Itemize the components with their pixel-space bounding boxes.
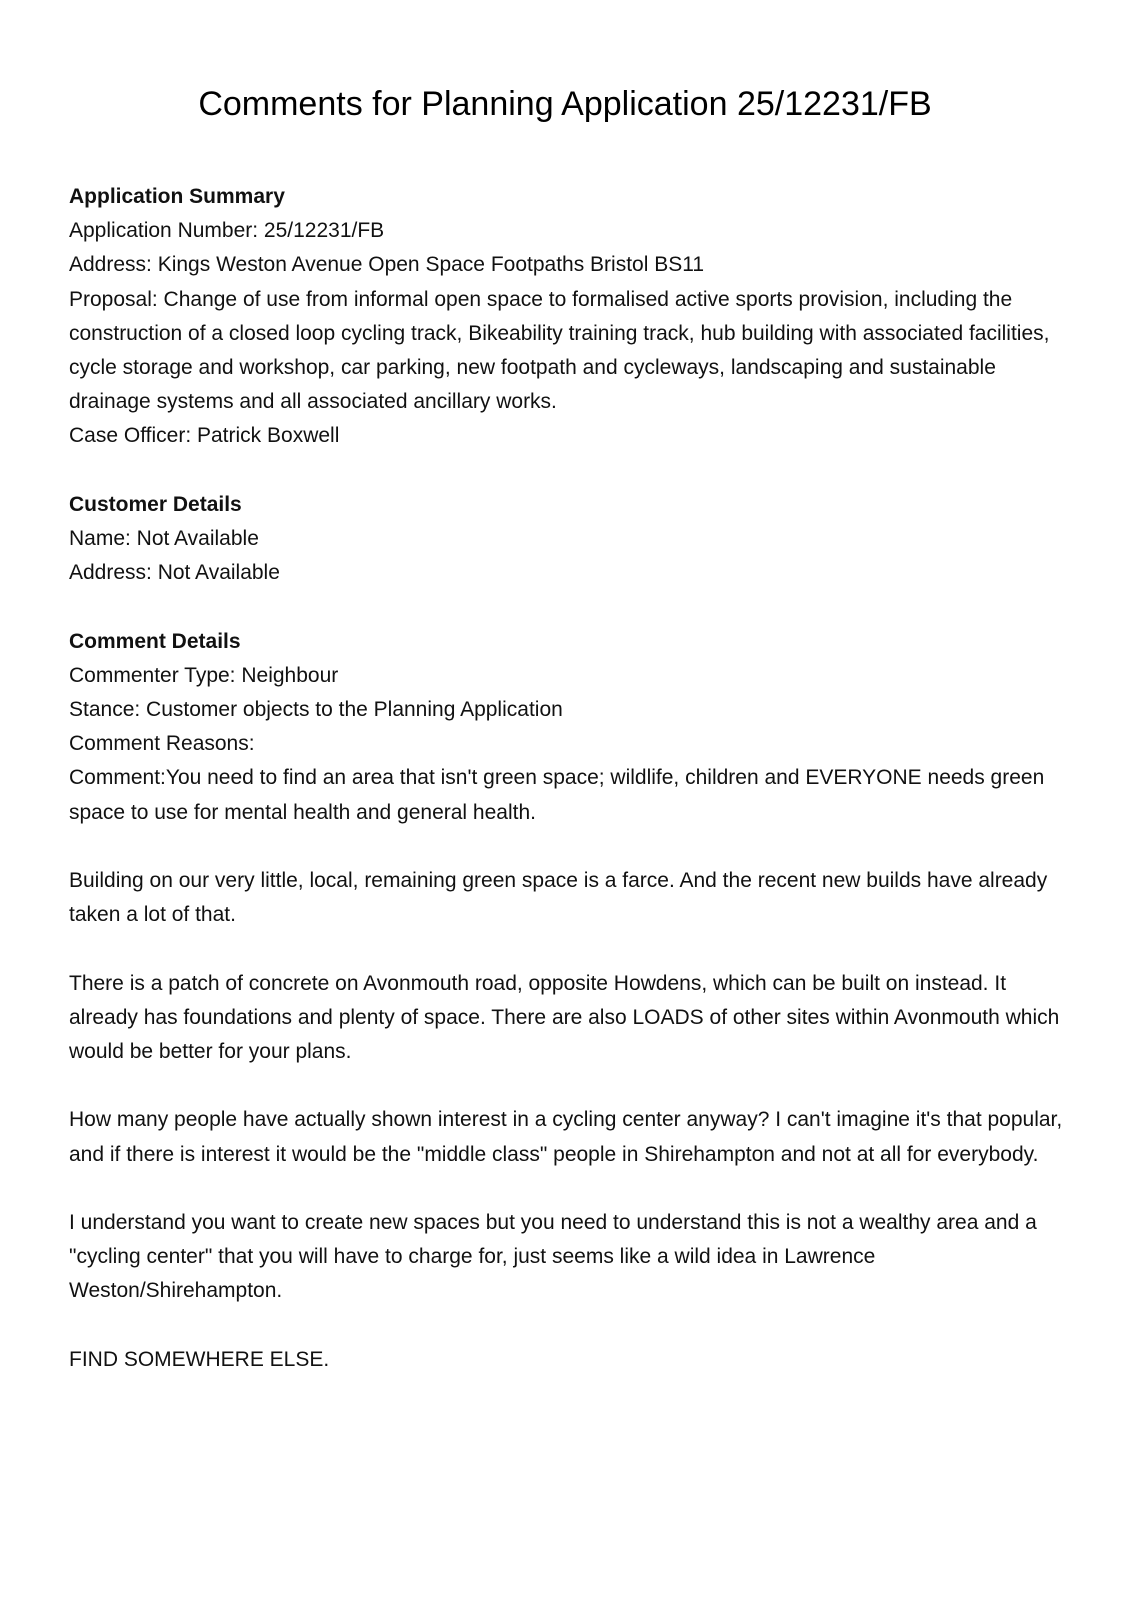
commenter-type: Commenter Type: Neighbour (69, 663, 339, 687)
document-body (69, 180, 1069, 1411)
stance: Stance: Customer objects to the Planning Application (69, 698, 563, 722)
comment-paragraph: How many people have actually shown interest in a cycling center anyway? I can't imagine it's that popular, and if there is interest it would be the "middle class" people in Shirehampton and not at all for everybody. (69, 1108, 1063, 1166)
comment-details-heading: Comment Details (69, 629, 241, 653)
comment-paragraph: There is a patch of concrete on Avonmouth road, opposite Howdens, which can be built on instead. It already has foundations and plenty of space. There are also LOADS of other sites within Avonmouth which would be better for your plans. (69, 971, 1060, 1064)
application-summary-heading: Application Summary (69, 185, 285, 208)
customer-name: Name: Not Available (69, 527, 259, 551)
comment-paragraph: I understand you want to create new spaces but you need to understand this is not a wealthy area and a "cycling center" that you will have to charge for, just seems like a wild idea in Lawrence Weston/Shirehampton. (69, 1211, 1037, 1303)
case-officer: Case Officer: Patrick Boxwell (69, 424, 340, 448)
application-address: Address: Kings Weston Avenue Open Space Footpaths Bristol BS11 (69, 253, 705, 277)
customer-address: Address: Not Available (69, 561, 280, 585)
page-title: Comments for Planning Application 25/12231/FB (198, 85, 932, 123)
application-number: Application Number: 25/12231/FB (69, 219, 385, 243)
customer-details-heading: Customer Details (69, 492, 242, 516)
comment-reasons: Comment Reasons: (69, 732, 255, 756)
customer-details-section (69, 488, 1069, 591)
application-proposal: Proposal: Change of use from informal open space to formalised active sports provision, including the construction of a closed loop cycling track, Bikeability training track, hub building with associated facilities, cycle storage and workshop, car parking, new footpath and cycleways, landscaping and sustainable drainage systems and all associated ancillary works. (69, 287, 1050, 414)
comment-paragraph: Building on our very little, local, remaining green space is a farce. And the recent new builds have already taken a lot of that. (69, 869, 1048, 927)
comment-details-section (69, 625, 1069, 1377)
application-summary-section (69, 180, 1069, 454)
comment-paragraph: Comment:You need to find an area that isn't green space; wildlife, children and EVERYONE needs green space to use for mental health and general health. (69, 766, 1045, 824)
comment-closing: FIND SOMEWHERE ELSE. (69, 1347, 330, 1371)
